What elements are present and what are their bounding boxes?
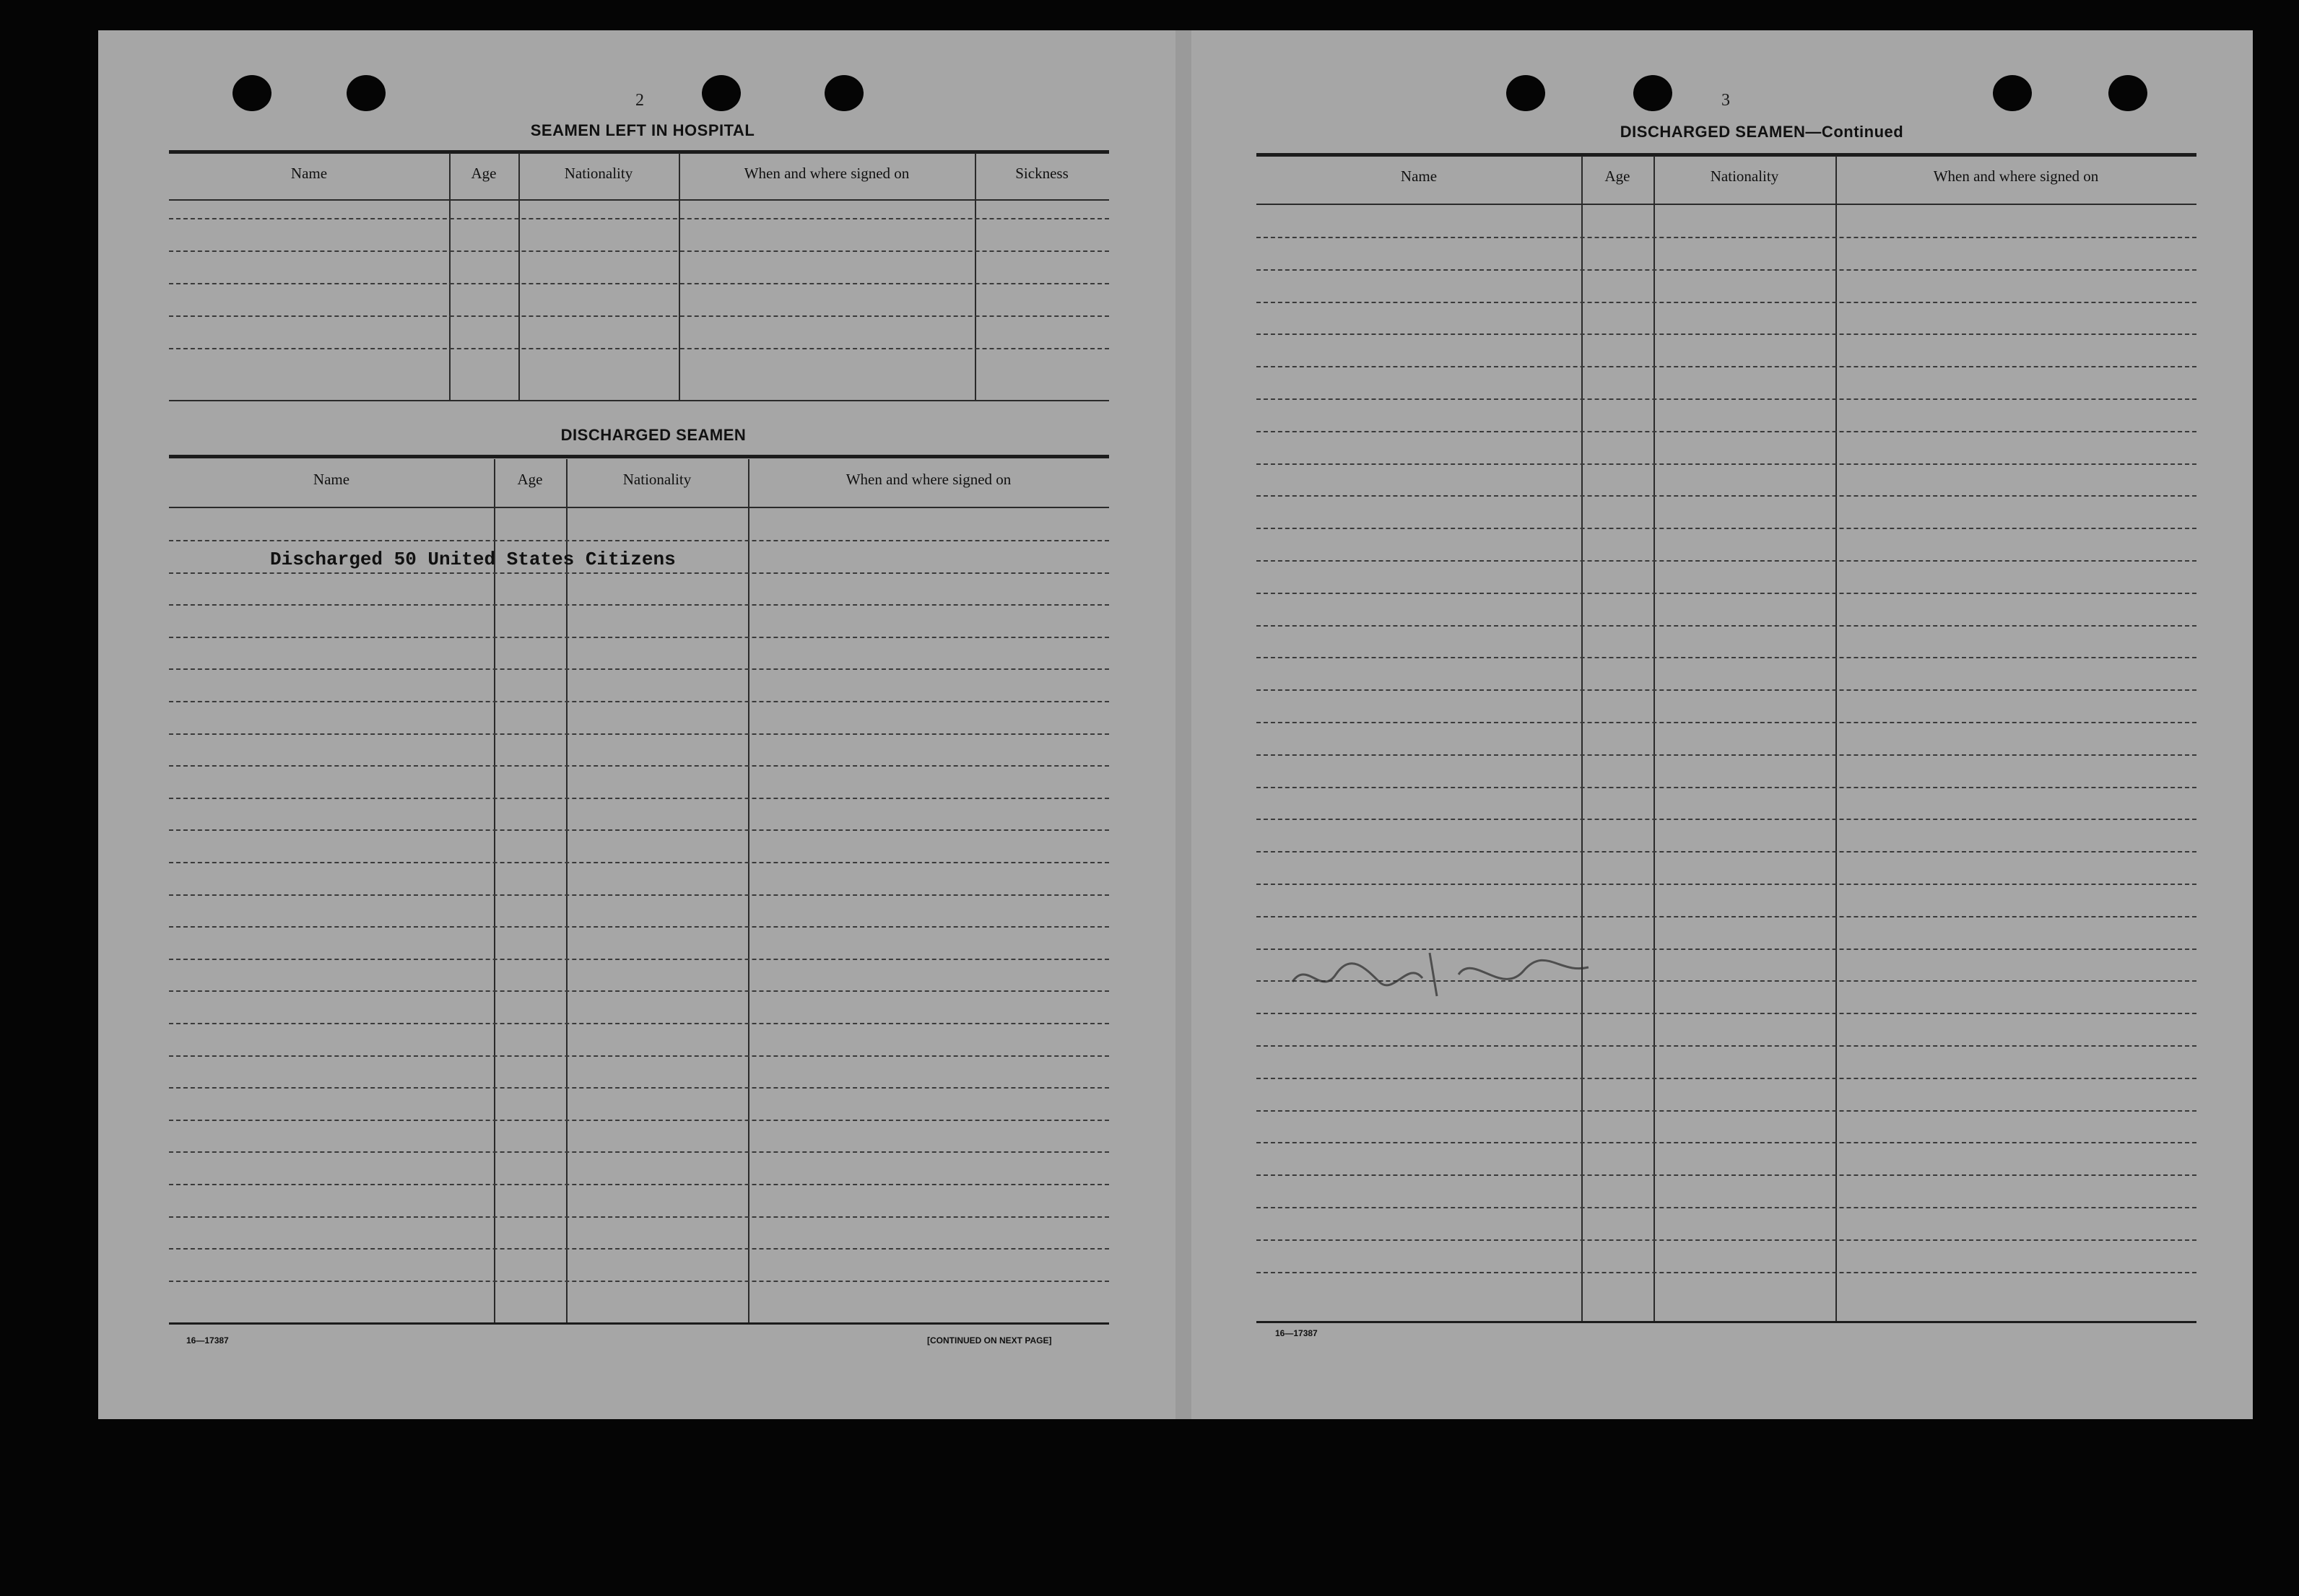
ruled-row xyxy=(1256,1045,2196,1047)
column-divider xyxy=(748,459,749,1324)
column-divider xyxy=(518,153,520,401)
ruled-row xyxy=(1256,1272,2196,1273)
column-divider xyxy=(679,153,680,401)
ruled-row xyxy=(1256,657,2196,658)
ruled-row xyxy=(1256,269,2196,271)
ruled-row xyxy=(169,1055,1109,1057)
column-header-sickness: Sickness xyxy=(1015,165,1069,182)
ruled-row xyxy=(1256,495,2196,497)
column-header-name: Name xyxy=(290,165,328,182)
ruled-row xyxy=(1256,1110,2196,1112)
ruled-row xyxy=(1256,819,2196,820)
ruled-row xyxy=(169,1281,1109,1282)
column-header-when-and-where-signed-on: When and where signed on xyxy=(1933,167,2099,185)
column-divider xyxy=(1653,156,1655,1321)
column-header-age: Age xyxy=(471,165,497,182)
ruled-row xyxy=(1256,1239,2196,1241)
punch-hole xyxy=(1993,75,2032,111)
discharged-table-top-rule xyxy=(169,455,1109,458)
column-header-nationality: Nationality xyxy=(622,471,692,488)
ruled-row xyxy=(1256,1174,2196,1176)
ruled-row xyxy=(169,283,1109,284)
ruled-row xyxy=(169,990,1109,992)
ruled-row xyxy=(1256,237,2196,238)
punch-hole xyxy=(2108,75,2147,111)
ruled-row xyxy=(169,1216,1109,1218)
ruled-row xyxy=(1256,366,2196,367)
ruled-row xyxy=(1256,625,2196,627)
ruled-row xyxy=(1256,1207,2196,1208)
ruled-row xyxy=(169,572,1109,574)
ruled-row xyxy=(169,894,1109,896)
header-rule xyxy=(169,199,1109,201)
ruled-row xyxy=(1256,302,2196,303)
punch-hole xyxy=(347,75,386,111)
punch-hole xyxy=(232,75,271,111)
column-header-nationality: Nationality xyxy=(1710,167,1779,185)
ruled-row xyxy=(1256,916,2196,917)
page-fold xyxy=(1175,30,1191,1419)
ruled-row xyxy=(1256,398,2196,400)
column-header-when-and-where-signed-on: When and where signed on xyxy=(846,471,1012,488)
hospital-table-bottom-rule xyxy=(169,400,1109,401)
ruled-row xyxy=(169,1151,1109,1153)
ruled-row xyxy=(169,862,1109,863)
ruled-row xyxy=(1256,333,2196,335)
punch-hole xyxy=(825,75,864,111)
column-header-when-and-where-signed-on: When and where signed on xyxy=(744,165,910,182)
ruled-row xyxy=(169,765,1109,767)
ruled-row xyxy=(169,540,1109,541)
ruled-row xyxy=(169,668,1109,670)
punch-hole xyxy=(1506,75,1545,111)
ruled-row xyxy=(1256,722,2196,723)
ruled-row xyxy=(169,733,1109,735)
left-form-number: 16—17387 xyxy=(186,1335,229,1346)
left-page-number: 2 xyxy=(635,91,644,110)
ruled-row xyxy=(1256,528,2196,529)
punch-hole xyxy=(1633,75,1672,111)
right-page-bottom-rule xyxy=(1256,1321,2196,1323)
ruled-row xyxy=(169,959,1109,960)
column-divider xyxy=(494,459,495,1324)
header-rule xyxy=(169,507,1109,508)
ruled-row xyxy=(169,218,1109,219)
punch-hole xyxy=(702,75,741,111)
ruled-row xyxy=(1256,463,2196,465)
right-page-number: 3 xyxy=(1721,91,1730,110)
discharged-continued-title: DISCHARGED SEAMEN—Continued xyxy=(1620,123,1904,141)
ruled-row xyxy=(1256,884,2196,885)
column-header-age: Age xyxy=(517,471,543,488)
ruled-row xyxy=(1256,560,2196,562)
typed-discharge-entry: Discharged 50 United States Citizens xyxy=(270,549,676,570)
ruled-row xyxy=(1256,431,2196,432)
header-rule xyxy=(1256,204,2196,205)
column-divider xyxy=(1581,156,1583,1321)
right-table-top-rule xyxy=(1256,153,2196,157)
ruled-row xyxy=(1256,1142,2196,1143)
ruled-row xyxy=(1256,593,2196,594)
left-page-bottom-rule xyxy=(169,1322,1109,1325)
ruled-row xyxy=(169,1248,1109,1250)
hospital-section-title: SEAMEN LEFT IN HOSPITAL xyxy=(530,121,755,139)
ruled-row xyxy=(1256,1078,2196,1079)
ruled-row xyxy=(169,1120,1109,1121)
ruled-row xyxy=(169,798,1109,799)
ruled-row xyxy=(1256,851,2196,852)
ruled-row xyxy=(1256,1013,2196,1014)
ruled-row xyxy=(169,604,1109,606)
ruled-row xyxy=(169,1184,1109,1185)
column-header-name: Name xyxy=(313,471,350,488)
right-form-number: 16—17387 xyxy=(1275,1328,1318,1338)
column-header-nationality: Nationality xyxy=(564,165,633,182)
column-divider xyxy=(566,459,568,1324)
handwritten-signature xyxy=(1285,931,1617,1011)
ruled-row xyxy=(169,637,1109,638)
ruled-row xyxy=(169,1023,1109,1024)
ruled-row xyxy=(1256,689,2196,691)
column-divider xyxy=(975,153,976,401)
hospital-table-top-rule xyxy=(169,150,1109,154)
column-divider xyxy=(449,153,451,401)
discharged-section-title: DISCHARGED SEAMEN xyxy=(560,426,747,444)
ruled-row xyxy=(169,926,1109,928)
ruled-row xyxy=(1256,754,2196,756)
ruled-row xyxy=(169,1087,1109,1089)
ruled-row xyxy=(169,315,1109,317)
column-header-age: Age xyxy=(1604,167,1630,185)
ruled-row xyxy=(169,348,1109,349)
ruled-row xyxy=(169,250,1109,252)
column-divider xyxy=(1835,156,1837,1321)
column-header-name: Name xyxy=(1400,167,1438,185)
continued-note: [CONTINUED ON NEXT PAGE] xyxy=(927,1335,1052,1346)
ruled-row xyxy=(1256,787,2196,788)
ruled-row xyxy=(169,701,1109,702)
ruled-row xyxy=(169,829,1109,831)
